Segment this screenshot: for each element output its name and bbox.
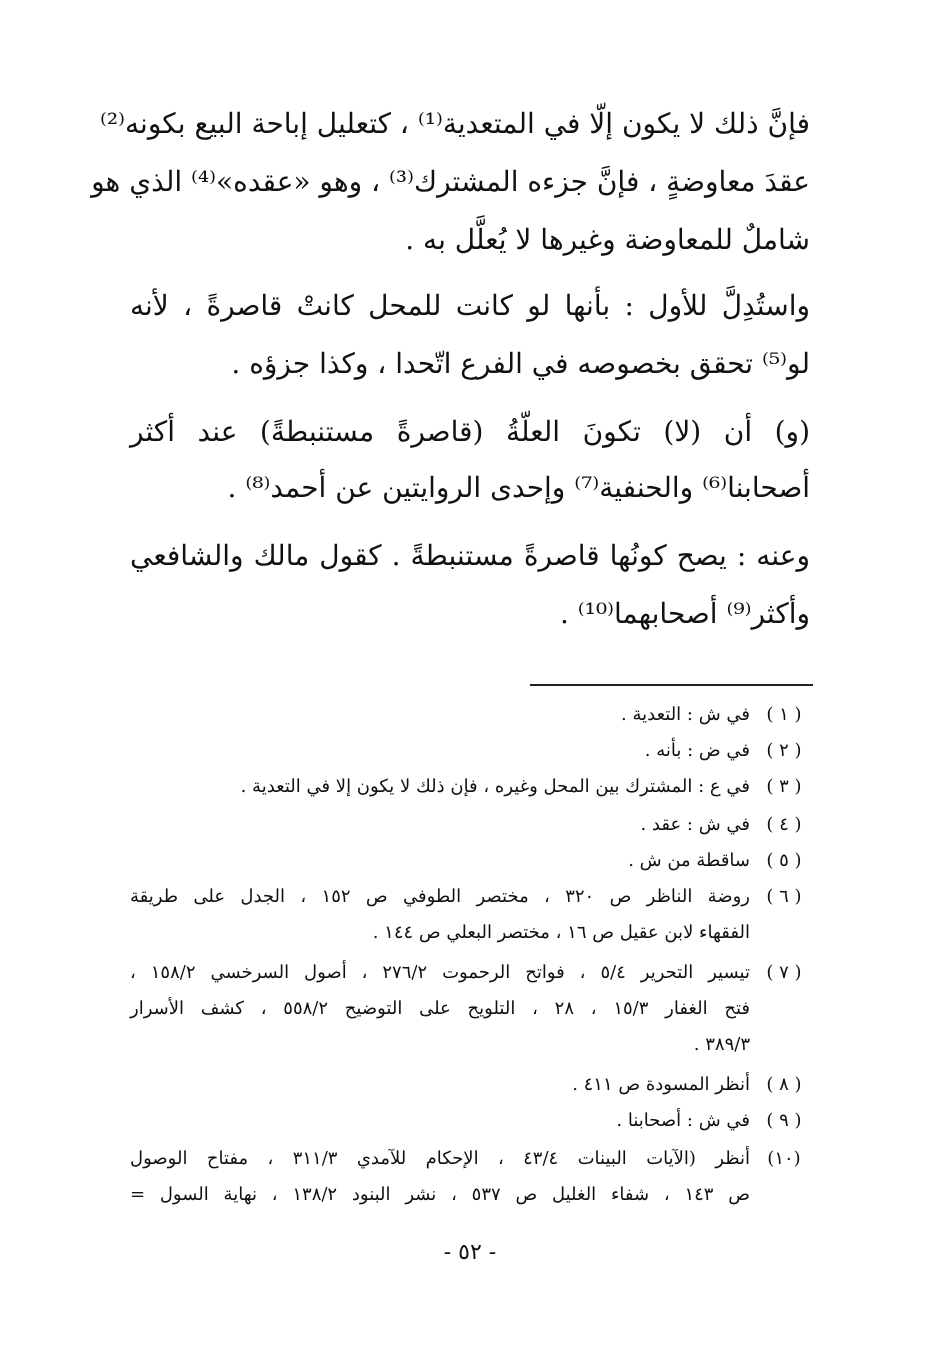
footnote-3: [130, 772, 810, 802]
body-line: فإنَّ ذلك لا يكون إلّا في المتعدية⁽¹⁾ ، كتعليل إباحة البيع بكونه⁽²⁾: [100, 107, 810, 140]
footnote-number: ( ٦ ): [766, 886, 802, 907]
footnote-continuation: فتح الغفار ١٥/٣ ، ٢٨ ، التلويح على التوضيح ٥٥٨/٢ ، كشف الأسرار: [130, 998, 750, 1019]
footnote-4: [130, 810, 810, 840]
footnote-10: [130, 1144, 810, 1174]
footnote-number: (١٠): [767, 1148, 801, 1169]
footnote-2: [130, 736, 810, 766]
body-line: وعنه : يصح كونُها قاصرةً مستنبطةً . كقول مالك والشافعي: [130, 539, 810, 572]
footnote-number: ( ٩ ): [766, 1110, 802, 1131]
body-line: عقدَ معاوضةٍ ، فإنَّ جزءه المشترك⁽³⁾ ، وهو «عقده»⁽⁴⁾ الذي هو: [91, 165, 810, 198]
footnote-number: ( ٧ ): [766, 962, 802, 983]
page-number: - ٥٢ -: [443, 1240, 497, 1265]
footnote-number: ( ١ ): [766, 704, 802, 725]
footnote-continuation: الفقهاء لابن عقيل ص ١٦ ، مختصر البعلي ص ١٤٤ .: [372, 922, 750, 943]
body-line: واستُدِلَّ للأول : بأنها لو كانت للمحل كانتْ قاصرةً ، لأنه: [130, 289, 810, 322]
footnote-1: [130, 700, 810, 730]
footnote-text: أنظر (الآيات البينات ٤٣/٤ ، الإحكام للآمدي ٣١١/٣ ، مفتاح الوصول: [130, 1148, 751, 1169]
footnote-6: [130, 882, 810, 912]
footnote-continuation: ٣٨٩/٣ .: [693, 1034, 750, 1055]
footnote-9: [130, 1106, 810, 1136]
footnote-number: ( ٤ ): [766, 814, 802, 835]
footnote-text: في ش : التعدية .: [621, 704, 750, 725]
footnote-5: [130, 846, 810, 876]
body-line: (و) أن (لا) تكونَ العلّةُ (قاصرةً مستنبطةً) عند أكثر: [130, 415, 810, 448]
footnote-continuation: ص ١٤٣ ، شفاء الغليل ص ٥٣٧ ، نشر البنود ١٣٨/٢ ، نهاية السول =: [130, 1184, 751, 1205]
footnote-number: ( ٣ ): [766, 776, 802, 797]
footnote-number: ( ٥ ): [766, 850, 802, 871]
footnote-text: في ع : المشترك بين المحل وغيره ، فإن ذلك لا يكون إلا في التعدية .: [240, 776, 750, 797]
body-line: شاملٌ للمعاوضة وغيرها لا يُعلَّل به .: [405, 223, 810, 256]
body-line: أصحابنا⁽⁶⁾ والحنفية⁽⁷⁾ وإحدى الروايتين عن أحمد⁽⁸⁾ .: [227, 471, 810, 504]
body-line: وأكثر⁽⁹⁾ أصحابهما⁽¹⁰⁾ .: [559, 597, 810, 630]
footnote-number: ( ٨ ): [766, 1074, 802, 1095]
footnote-text: في ش : عقد .: [640, 814, 750, 835]
footnote-text: روضة الناظر ص ٣٢٠ ، مختصر الطوفي ص ١٥٢ ، الجدل على طريقة: [130, 886, 750, 907]
footnote-text: في ش : أصحابنا .: [616, 1110, 750, 1131]
footnote-text: ساقطة من ش .: [628, 850, 750, 871]
footnote-number: ( ٢ ): [766, 740, 802, 761]
footnote-text: تيسير التحرير ٥/٤ ، فواتح الرحموت ٢٧٦/٢ ، أصول السرخسي ١٥٨/٢ ،: [130, 962, 750, 983]
footnote-text: في ض : بأنه .: [644, 740, 750, 761]
footnote-separator: [530, 684, 813, 686]
body-line: لو⁽⁵⁾ تحقق بخصوصه في الفرع اتّحدا ، وكذا جزؤه .: [231, 347, 810, 380]
footnote-text: أنظر المسودة ص ٤١١ .: [572, 1074, 750, 1095]
footnote-7: [130, 958, 810, 988]
footnote-8: [130, 1070, 810, 1100]
